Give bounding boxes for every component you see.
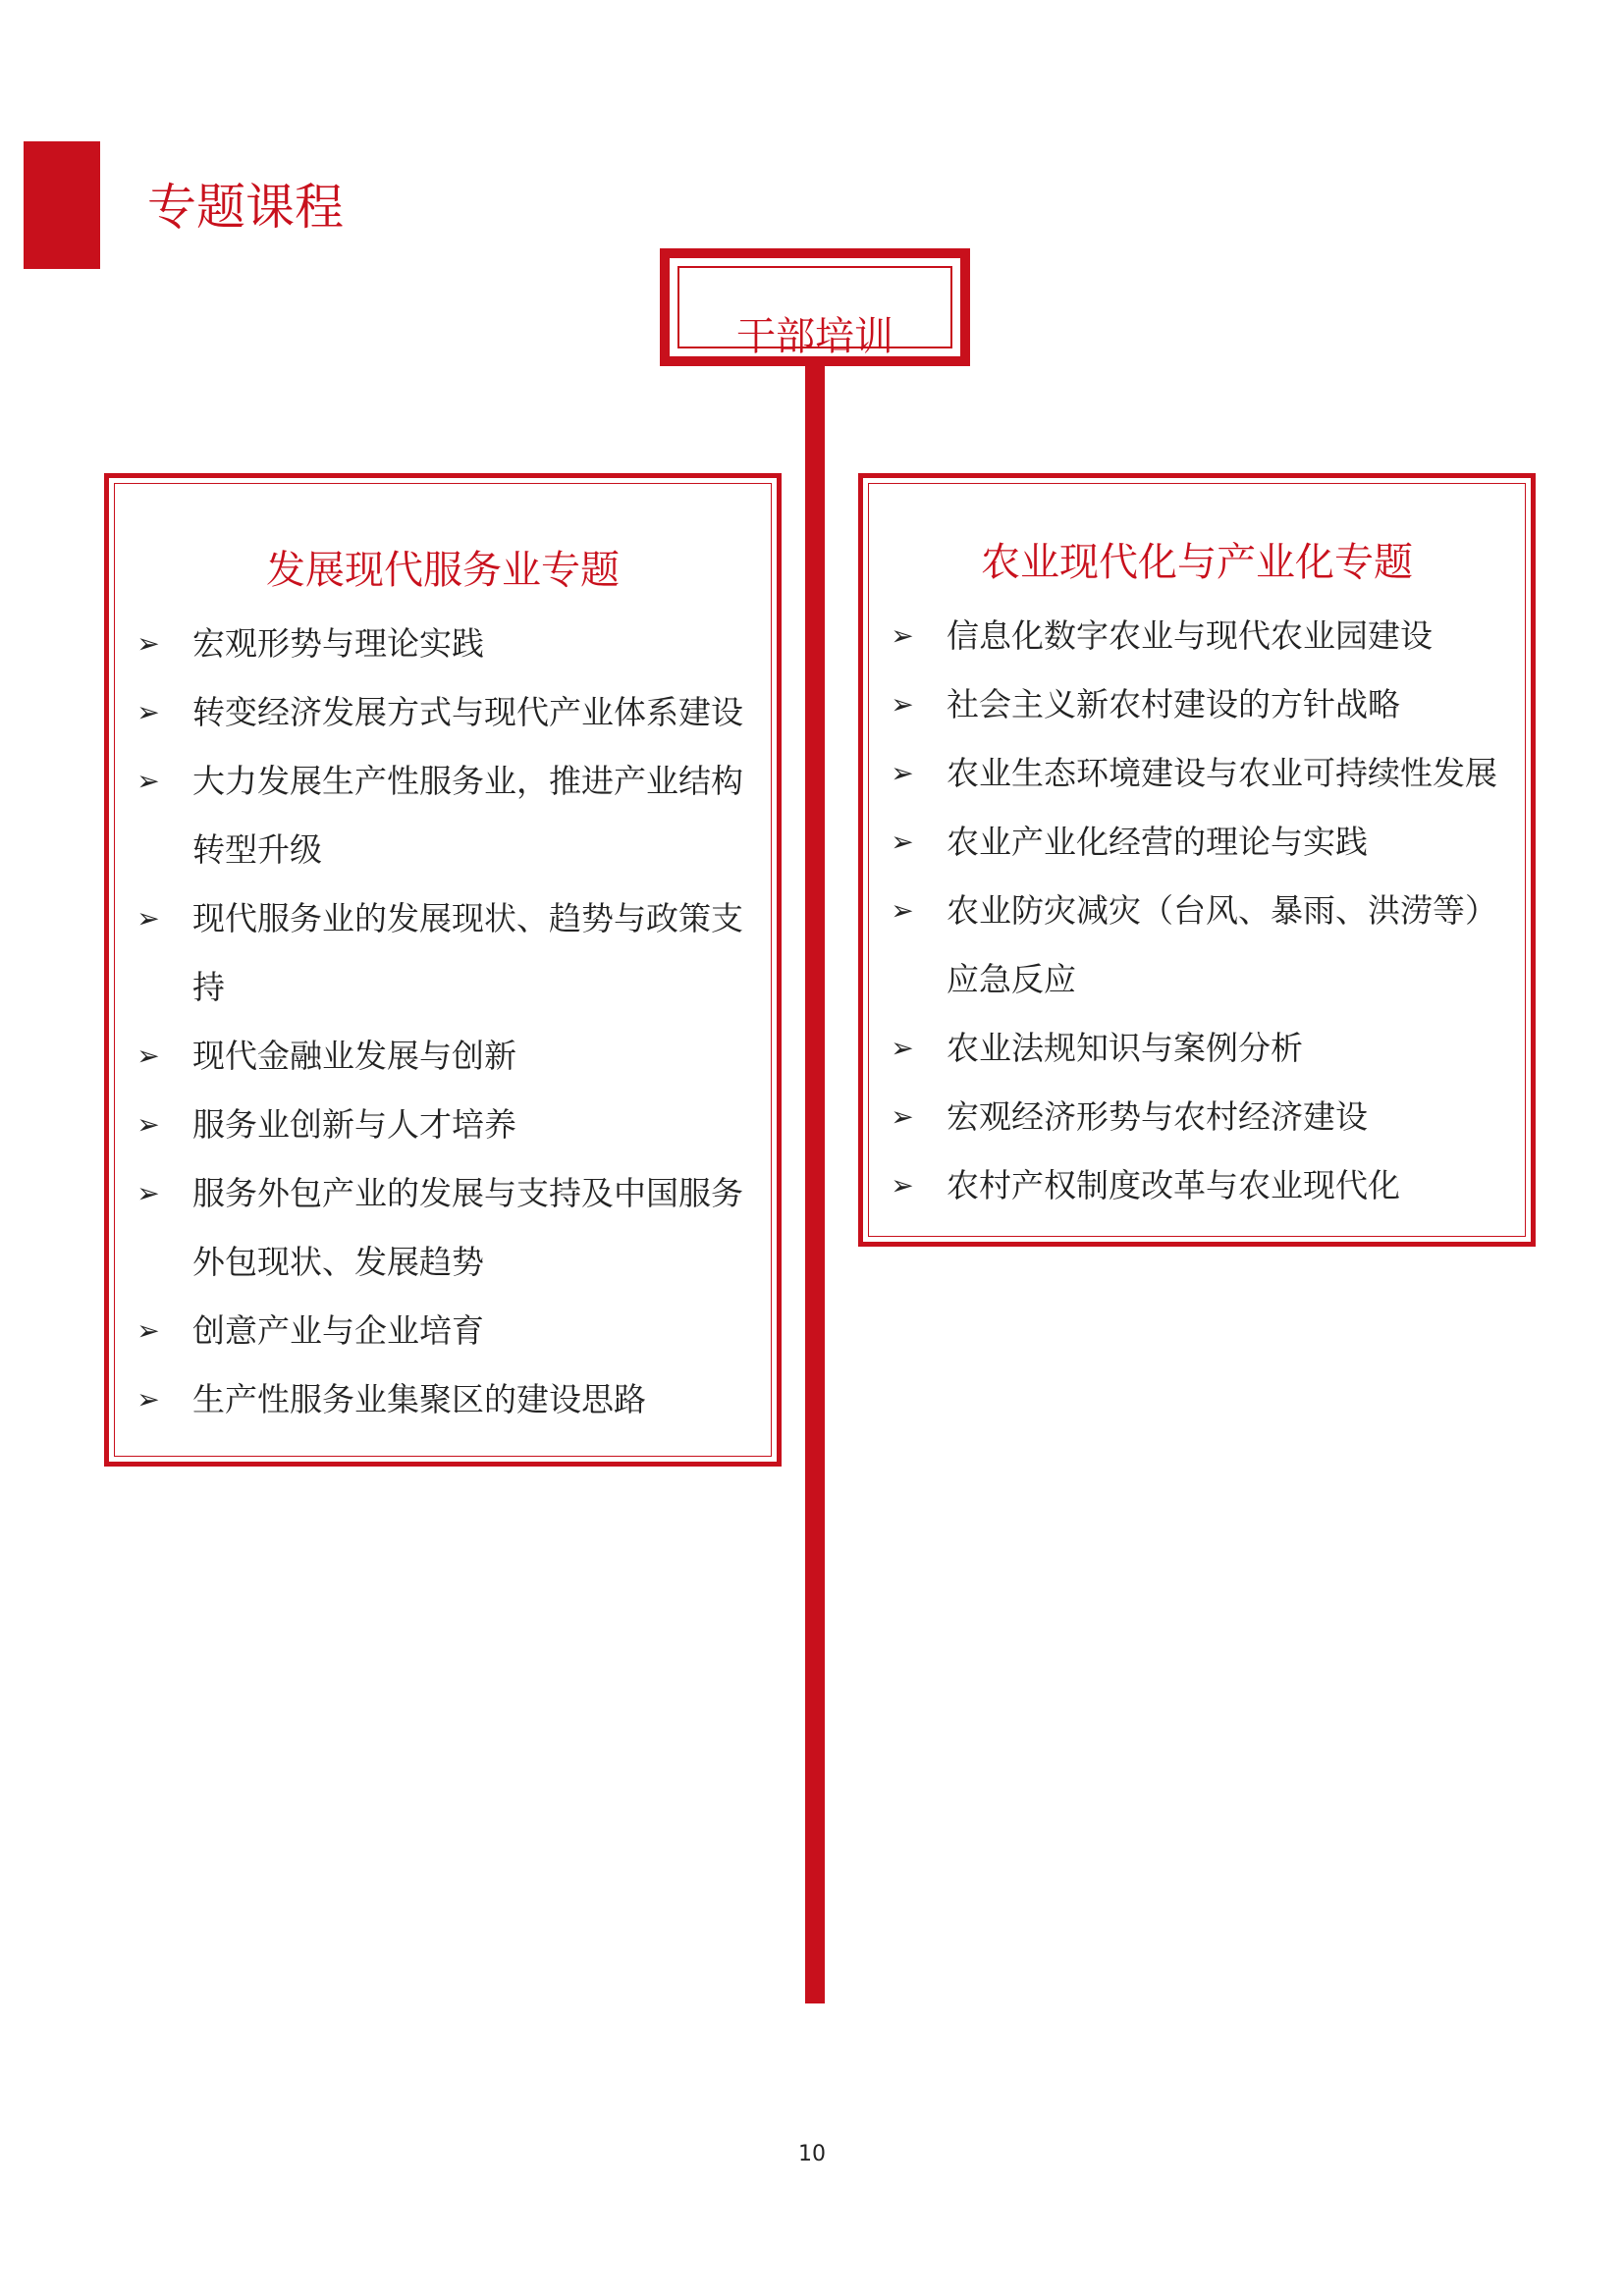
list-item bbox=[863, 877, 1531, 1014]
header-accent-bar bbox=[24, 141, 100, 269]
list-item-text: 现代服务业的发展现状、趋势与政策支持 bbox=[192, 899, 743, 1006]
list-item bbox=[109, 1091, 777, 1159]
root-node-label: 干部培训 bbox=[736, 314, 893, 359]
list-item-text: 农村产权制度改革与农业现代化 bbox=[947, 1166, 1400, 1204]
list-item bbox=[109, 747, 777, 884]
list-item bbox=[863, 808, 1531, 877]
arrow-right-icon: ➢ bbox=[136, 765, 160, 797]
list-item-text: 农业产业化经营的理论与实践 bbox=[947, 823, 1368, 861]
list-item bbox=[109, 610, 777, 678]
list-item bbox=[863, 670, 1531, 739]
list-item-text: 转变经济发展方式与现代产业体系建设 bbox=[192, 693, 743, 731]
arrow-right-icon: ➢ bbox=[136, 696, 160, 728]
list-item bbox=[863, 1151, 1531, 1220]
list-item bbox=[863, 602, 1531, 670]
list-item bbox=[109, 1022, 777, 1091]
root-node-box bbox=[660, 248, 970, 366]
arrow-right-icon: ➢ bbox=[891, 688, 914, 721]
list-item-text: 宏观形势与理论实践 bbox=[192, 624, 484, 663]
arrow-right-icon: ➢ bbox=[136, 1177, 160, 1209]
list-item bbox=[109, 884, 777, 1022]
topic-box-agriculture-modernization bbox=[858, 473, 1536, 1247]
arrow-right-icon: ➢ bbox=[136, 1314, 160, 1347]
list-item-text: 创意产业与企业培育 bbox=[192, 1311, 484, 1350]
topic-title: 发展现代服务业专题 bbox=[266, 548, 620, 593]
list-item-text: 大力发展生产性服务业，推进产业结构转型升级 bbox=[192, 762, 743, 869]
arrow-right-icon: ➢ bbox=[136, 902, 160, 934]
list-item-text: 现代金融业发展与创新 bbox=[192, 1037, 516, 1075]
list-item bbox=[109, 1159, 777, 1297]
list-item bbox=[863, 1083, 1531, 1151]
topic-box-modern-services bbox=[104, 473, 782, 1467]
list-item-text: 宏观经济形势与农村经济建设 bbox=[947, 1097, 1368, 1136]
arrow-right-icon: ➢ bbox=[136, 627, 160, 660]
arrow-right-icon: ➢ bbox=[136, 1108, 160, 1141]
list-item-text: 社会主义新农村建设的方针战略 bbox=[947, 685, 1400, 723]
topic-title: 农业现代化与产业化专题 bbox=[981, 540, 1413, 585]
list-item bbox=[109, 1297, 777, 1365]
arrow-right-icon: ➢ bbox=[891, 894, 914, 927]
list-item-text: 服务外包产业的发展与支持及中国服务外包现状、发展趋势 bbox=[192, 1174, 743, 1281]
page-number: 10 bbox=[798, 2142, 826, 2166]
arrow-right-icon: ➢ bbox=[891, 757, 914, 789]
arrow-right-icon: ➢ bbox=[891, 826, 914, 858]
arrow-right-icon: ➢ bbox=[891, 619, 914, 652]
tree-trunk-connector bbox=[805, 366, 825, 2003]
arrow-right-icon: ➢ bbox=[891, 1100, 914, 1133]
topic-item-list bbox=[863, 602, 1531, 1220]
list-item-text: 生产性服务业集聚区的建设思路 bbox=[192, 1380, 646, 1418]
list-item bbox=[109, 678, 777, 747]
arrow-right-icon: ➢ bbox=[891, 1169, 914, 1201]
list-item bbox=[863, 739, 1531, 808]
list-item-text: 信息化数字农业与现代农业园建设 bbox=[947, 616, 1433, 655]
list-item-text: 农业防灾减灾（台风、暴雨、洪涝等）应急反应 bbox=[947, 891, 1497, 998]
arrow-right-icon: ➢ bbox=[136, 1040, 160, 1072]
list-item-text: 农业法规知识与案例分析 bbox=[947, 1029, 1303, 1067]
arrow-right-icon: ➢ bbox=[136, 1383, 160, 1415]
list-item bbox=[109, 1365, 777, 1434]
topic-item-list bbox=[109, 610, 777, 1434]
list-item-text: 服务业创新与人才培养 bbox=[192, 1105, 516, 1144]
list-item bbox=[863, 1014, 1531, 1083]
arrow-right-icon: ➢ bbox=[891, 1032, 914, 1064]
list-item-text: 农业生态环境建设与农业可持续性发展 bbox=[947, 754, 1497, 792]
page-title: 专题课程 bbox=[147, 179, 344, 236]
